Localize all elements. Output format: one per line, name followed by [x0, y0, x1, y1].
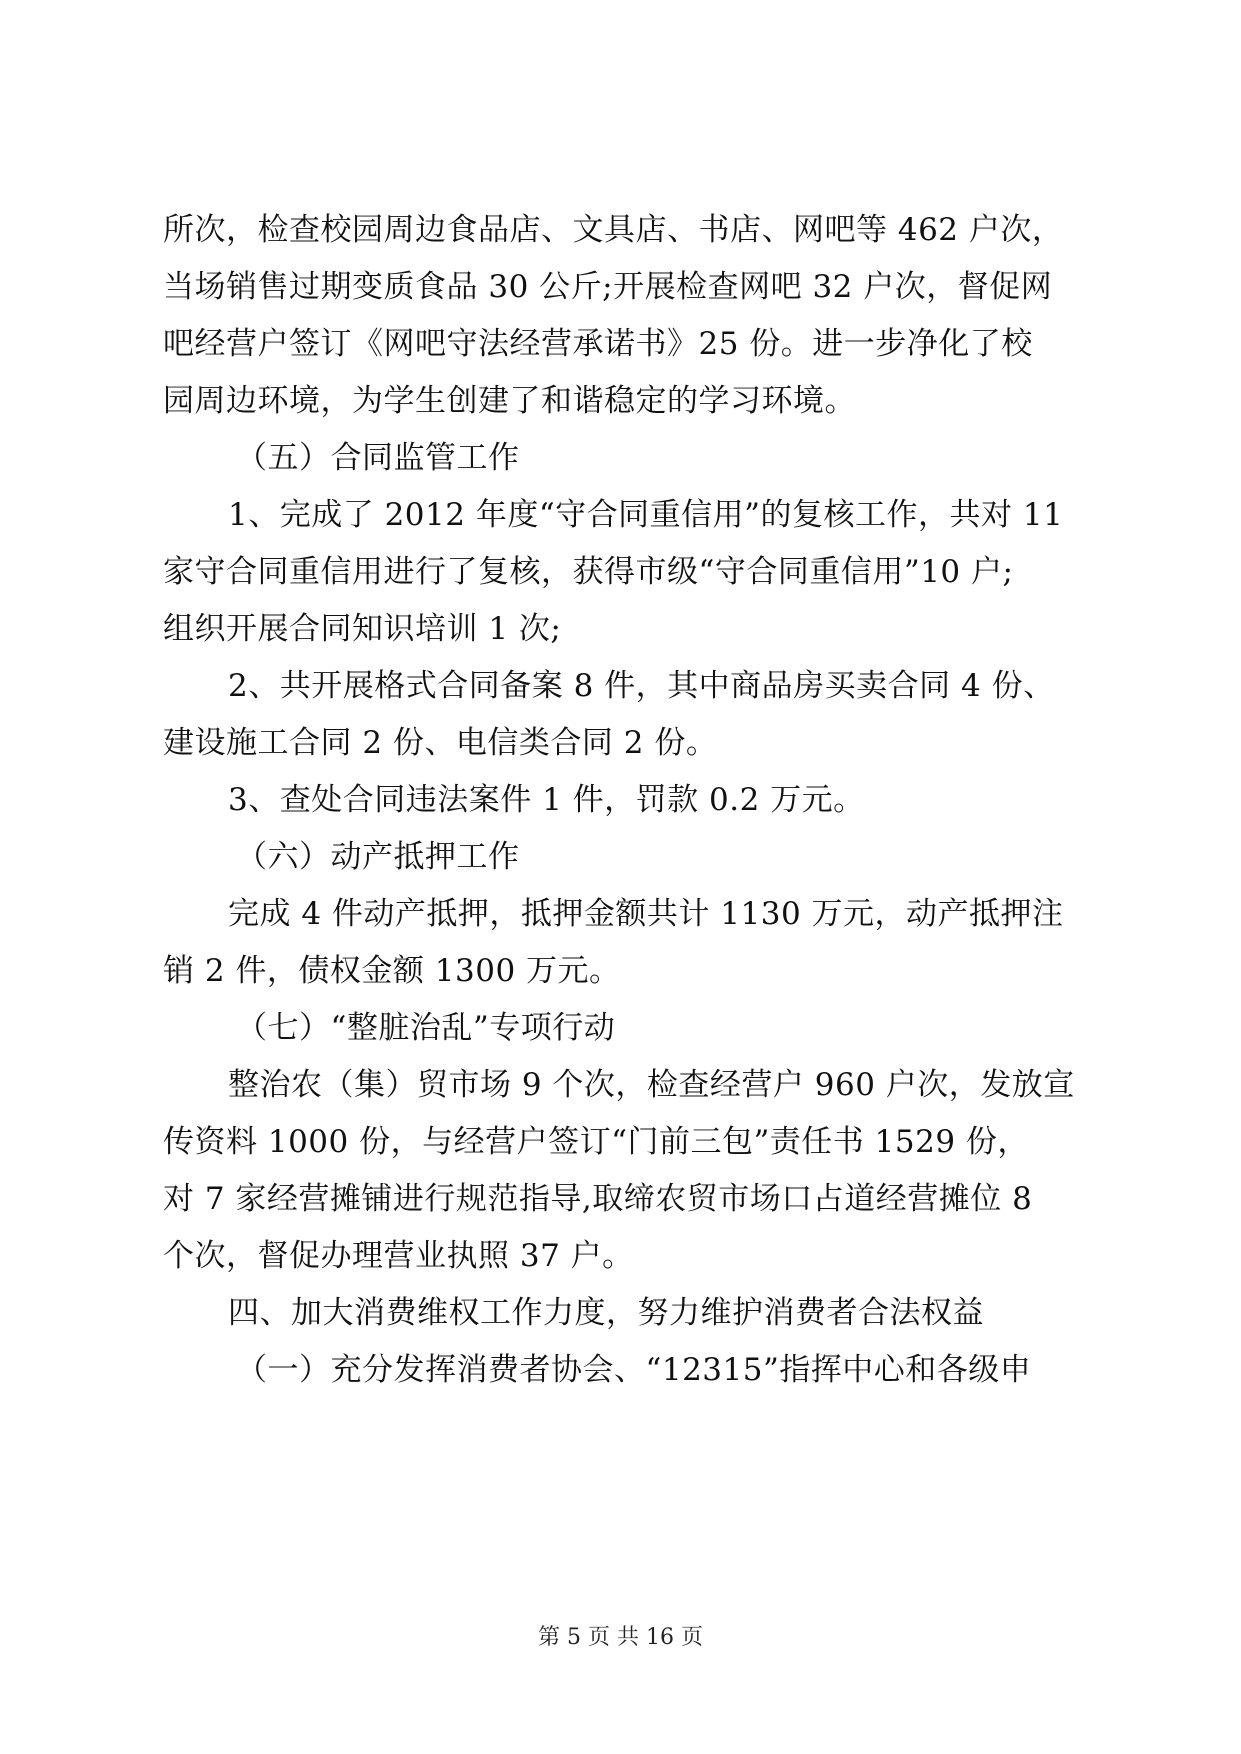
body-text-line: 个次，督促办理营业执照 37 户。: [163, 1238, 634, 1274]
body-text-line: 家守合同重信用进行了复核，获得市级“守合同重信用”10 户;: [163, 554, 1014, 590]
body-text-line: 对 7 家经营摊铺进行规范指导,取缔农贸市场口占道经营摊位 8: [163, 1181, 1033, 1217]
section-heading: （六）动产抵押工作: [236, 839, 520, 875]
page-number-footer: 第 5 页 共 16 页: [538, 1625, 703, 1650]
body-text-line: 1、完成了 2012 年度“守合同重信用”的复核工作，共对 11: [228, 497, 1064, 533]
body-text-line: 组织开展合同知识培训 1 次;: [163, 611, 562, 647]
body-text-line: 完成 4 件动产抵押，抵押金额共计 1130 万元，动产抵押注: [228, 896, 1064, 932]
body-text-line: 园周边环境，为学生创建了和谐稳定的学习环境。: [163, 383, 856, 419]
body-text-line: 整治农（集）贸市场 9 个次，检查经营户 960 户次，发放宣: [228, 1067, 1075, 1103]
body-text-line: 3、查处合同违法案件 1 件，罚款 0.2 万元。: [228, 782, 865, 818]
body-text-line: 传资料 1000 份，与经营户签订“门前三包”责任书 1529 份，: [163, 1124, 1029, 1160]
section-heading: （五）合同监管工作: [236, 440, 520, 476]
body-text-line: 当场销售过期变质食品 30 公斤;开展检查网吧 32 户次，督促网: [163, 269, 1053, 305]
body-text-line: 建设施工合同 2 份、电信类合同 2 份。: [163, 725, 718, 761]
body-text-line: 所次，检查校园周边食品店、文具店、书店、网吧等 462 户次，: [163, 212, 1064, 248]
section-heading: （一）充分发挥消费者协会、“12315”指挥中心和各级申: [236, 1352, 1032, 1388]
section-heading: 四、加大消费维权工作力度，努力维护消费者合法权益: [228, 1295, 984, 1331]
body-text-line: 2、共开展格式合同备案 8 件，其中商品房买卖合同 4 份、: [228, 668, 1055, 704]
body-text-line: 销 2 件，债权金额 1300 万元。: [163, 953, 621, 989]
body-text-line: 吧经营户签订《网吧守法经营承诺书》25 份。进一步净化了校: [163, 326, 1033, 362]
section-heading: （七）“整脏治乱”专项行动: [236, 1010, 616, 1046]
